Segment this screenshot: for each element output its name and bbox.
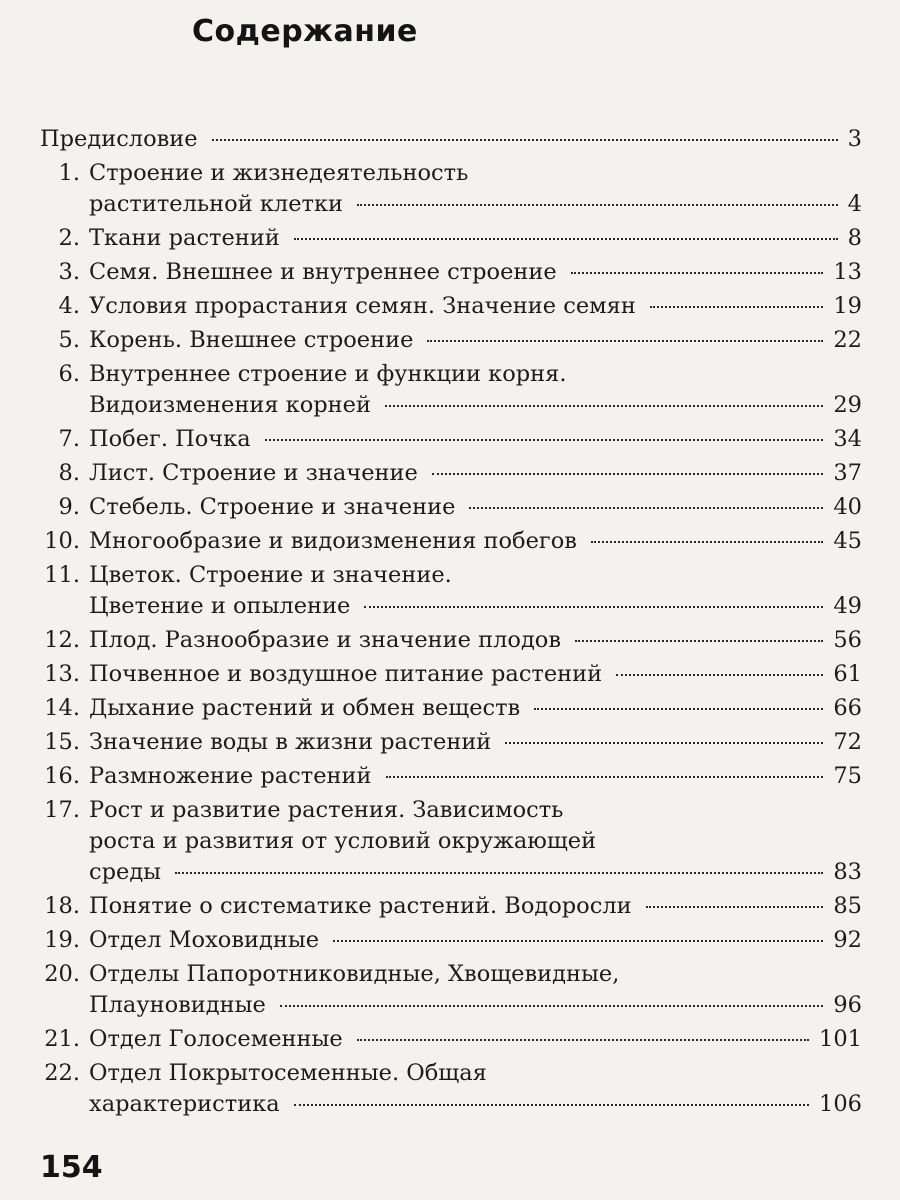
toc-entry-text xyxy=(89,458,862,489)
dot-leader xyxy=(333,940,823,942)
toc-entry-title: Отдел Моховидные xyxy=(89,927,320,953)
dot-leader xyxy=(650,306,823,308)
toc-entry xyxy=(0,359,900,421)
toc-entry-text xyxy=(89,959,862,1021)
table-of-contents xyxy=(0,124,900,1123)
toc-line xyxy=(89,625,862,656)
toc-entry xyxy=(0,492,900,523)
toc-entry-text xyxy=(89,492,862,523)
toc-entry-title: Побег. Почка xyxy=(89,426,251,452)
toc-entry xyxy=(0,458,900,489)
toc-entry xyxy=(0,291,900,322)
toc-entry-number: 21. xyxy=(44,1026,80,1052)
toc-entry-title: Цветение и опыление xyxy=(89,593,351,619)
toc-page-number: 29 xyxy=(833,392,862,418)
toc-entry-number: 19. xyxy=(44,927,80,953)
toc-line xyxy=(89,727,862,758)
toc-entry-title: растительной клетки xyxy=(89,191,344,217)
toc-entry xyxy=(0,891,900,922)
toc-entry-title: Цветок. Строение и значение. xyxy=(89,562,452,588)
toc-entry-text xyxy=(89,325,862,356)
toc-page-number: 56 xyxy=(833,627,862,653)
toc-entry-title: Предисловие xyxy=(40,126,198,152)
toc-entry-title: Дыхание растений и обмен веществ xyxy=(89,695,521,721)
toc-entry-title: Внутреннее строение и функции корня. xyxy=(89,361,567,387)
toc-entry-text xyxy=(89,424,862,455)
toc-entry xyxy=(0,158,900,220)
toc-page-number: 83 xyxy=(833,859,862,885)
toc-line xyxy=(89,526,862,557)
toc-line xyxy=(89,424,862,455)
toc-entry-title: Почвенное и воздушное питание растений xyxy=(89,661,603,687)
dot-leader xyxy=(616,674,823,676)
toc-line xyxy=(89,458,862,489)
toc-line xyxy=(89,659,862,690)
toc-page-number: 101 xyxy=(819,1026,862,1052)
dot-leader xyxy=(280,1005,824,1007)
toc-entry xyxy=(0,1058,900,1120)
folio-page-number: 154 xyxy=(40,1150,103,1185)
toc-entry-text xyxy=(89,625,862,656)
toc-page-number: 19 xyxy=(833,293,862,319)
toc-line xyxy=(89,1024,862,1055)
toc-line xyxy=(89,560,862,591)
toc-page-number: 72 xyxy=(833,729,862,755)
toc-entry-number: 17. xyxy=(44,797,80,823)
toc-entry-number: 4. xyxy=(58,293,80,319)
toc-entry-title: Строение и жизнедеятельность xyxy=(89,160,469,186)
toc-entry-text xyxy=(89,223,862,254)
dot-leader xyxy=(432,473,824,475)
toc-page-number: 37 xyxy=(833,460,862,486)
toc-entry-number: 5. xyxy=(58,327,80,353)
toc-line xyxy=(89,693,862,724)
dot-leader xyxy=(294,238,838,240)
toc-entry-title: Семя. Внешнее и внутреннее строение xyxy=(89,259,557,285)
toc-page-number: 66 xyxy=(833,695,862,721)
dot-leader xyxy=(357,204,838,206)
toc-line xyxy=(89,761,862,792)
toc-line xyxy=(89,390,862,421)
toc-line xyxy=(89,1058,862,1089)
toc-entry xyxy=(0,1024,900,1055)
toc-entry-title: роста и развития от условий окружающей xyxy=(89,828,597,854)
toc-entry-title: Отдел Голосеменные xyxy=(89,1026,343,1052)
toc-entry-number: 10. xyxy=(44,528,80,554)
toc-entry-text xyxy=(89,359,862,421)
toc-line xyxy=(89,257,862,288)
toc-entry-text xyxy=(89,727,862,758)
dot-leader xyxy=(212,139,838,141)
toc-entry-text xyxy=(89,1024,862,1055)
dot-leader xyxy=(364,606,823,608)
toc-page-number: 49 xyxy=(833,593,862,619)
toc-entry xyxy=(0,223,900,254)
toc-entry xyxy=(0,560,900,622)
toc-entry xyxy=(0,625,900,656)
toc-entry-number: 2. xyxy=(58,225,80,251)
toc-entry-text xyxy=(89,761,862,792)
toc-entry-title: Лист. Строение и значение xyxy=(89,460,418,486)
toc-entry-title: Многообразие и видоизменения побегов xyxy=(89,528,577,554)
toc-entry-text xyxy=(89,560,862,622)
toc-entry-title: Плауновидные xyxy=(89,992,266,1018)
dot-leader xyxy=(571,272,824,274)
toc-line xyxy=(89,325,862,356)
toc-entry-title: Отделы Папоротниковидные, Хвощевидные, xyxy=(89,961,620,987)
toc-entry-text xyxy=(89,158,862,220)
toc-line xyxy=(89,492,862,523)
toc-entry-text xyxy=(89,257,862,288)
toc-entry-title: Значение воды в жизни растений xyxy=(89,729,492,755)
toc-entry-title: Понятие о систематике растений. Водоросли xyxy=(89,893,632,919)
toc-line xyxy=(89,223,862,254)
toc-entry-title: Ткани растений xyxy=(89,225,280,251)
toc-entry xyxy=(0,693,900,724)
toc-entry xyxy=(0,795,900,888)
toc-line xyxy=(89,291,862,322)
dot-leader xyxy=(175,872,823,874)
toc-line xyxy=(89,826,862,857)
toc-entry-text xyxy=(89,693,862,724)
toc-line xyxy=(89,1089,862,1120)
toc-entry xyxy=(0,257,900,288)
toc-entry-number: 12. xyxy=(44,627,80,653)
toc-page-number: 40 xyxy=(833,494,862,520)
dot-leader xyxy=(385,405,823,407)
toc-entry-text xyxy=(89,526,862,557)
toc-entry-number: 16. xyxy=(44,763,80,789)
toc-entry-title: Корень. Внешнее строение xyxy=(89,327,414,353)
toc-entry-preface xyxy=(0,124,900,155)
toc-line xyxy=(89,591,862,622)
toc-entry-text xyxy=(89,891,862,922)
toc-line xyxy=(89,959,862,990)
dot-leader xyxy=(265,439,824,441)
toc-entry-title: Видоизменения корней xyxy=(89,392,371,418)
toc-entry-title: характеристика xyxy=(89,1091,280,1117)
toc-entry xyxy=(0,761,900,792)
toc-line xyxy=(89,795,862,826)
toc-entry-number: 6. xyxy=(58,361,80,387)
toc-page-number: 13 xyxy=(833,259,862,285)
dot-leader xyxy=(591,541,823,543)
page-title: Содержание xyxy=(192,14,418,49)
toc-entry-title: Размножение растений xyxy=(89,763,372,789)
toc-line xyxy=(89,857,862,888)
toc-page-number: 106 xyxy=(819,1091,862,1117)
toc-entry xyxy=(0,325,900,356)
dot-leader xyxy=(469,507,823,509)
toc-entry-title: среды xyxy=(89,859,162,885)
toc-line xyxy=(89,189,862,220)
toc-entry-number: 7. xyxy=(58,426,80,452)
dot-leader xyxy=(646,906,824,908)
toc-entry-text xyxy=(89,795,862,888)
toc-line xyxy=(89,925,862,956)
toc-entry-number: 13. xyxy=(44,661,80,687)
dot-leader xyxy=(294,1104,809,1106)
toc-page-number: 96 xyxy=(833,992,862,1018)
toc-entry-title: Рост и развитие растения. Зависимость xyxy=(89,797,564,823)
toc-entry-text xyxy=(89,925,862,956)
toc-entry-number: 9. xyxy=(58,494,80,520)
toc-entry xyxy=(0,424,900,455)
dot-leader xyxy=(386,776,824,778)
toc-line xyxy=(40,124,862,155)
toc-line xyxy=(89,359,862,390)
toc-page-number: 85 xyxy=(833,893,862,919)
toc-entry-number: 11. xyxy=(44,562,80,588)
dot-leader xyxy=(427,340,823,342)
toc-entry xyxy=(0,925,900,956)
toc-entry-text xyxy=(89,1058,862,1120)
toc-page-number: 75 xyxy=(833,763,862,789)
toc-entry xyxy=(0,727,900,758)
toc-entry-title: Стебель. Строение и значение xyxy=(89,494,456,520)
toc-page-number: 22 xyxy=(833,327,862,353)
toc-entry-title: Условия прорастания семян. Значение семян xyxy=(89,293,636,319)
toc-line xyxy=(89,990,862,1021)
toc-page-number: 4 xyxy=(847,191,862,217)
toc-entry xyxy=(0,526,900,557)
toc-entry-text xyxy=(89,291,862,322)
toc-page-number: 34 xyxy=(833,426,862,452)
dot-leader xyxy=(534,708,823,710)
dot-leader xyxy=(575,640,823,642)
toc-page-number: 92 xyxy=(833,927,862,953)
toc-page-number: 61 xyxy=(833,661,862,687)
toc-entry-number: 8. xyxy=(58,460,80,486)
toc-entry xyxy=(0,659,900,690)
toc-entry-number: 1. xyxy=(58,160,80,186)
toc-entry-number: 22. xyxy=(44,1060,80,1086)
toc-page-number: 45 xyxy=(833,528,862,554)
toc-entry xyxy=(0,959,900,1021)
dot-leader xyxy=(505,742,823,744)
toc-entry-number: 3. xyxy=(58,259,80,285)
toc-entry-number: 20. xyxy=(44,961,80,987)
toc-line xyxy=(89,158,862,189)
toc-entry-title: Плод. Разнообразие и значение плодов xyxy=(89,627,562,653)
toc-entry-number: 14. xyxy=(44,695,80,721)
toc-line xyxy=(89,891,862,922)
toc-entry-number: 15. xyxy=(44,729,80,755)
dot-leader xyxy=(357,1039,809,1041)
toc-page-number: 3 xyxy=(847,126,862,152)
toc-page-number: 8 xyxy=(847,225,862,251)
toc-entry-text xyxy=(89,659,862,690)
toc-entry-title: Отдел Покрытосеменные. Общая xyxy=(89,1060,487,1086)
toc-entry-number: 18. xyxy=(44,893,80,919)
